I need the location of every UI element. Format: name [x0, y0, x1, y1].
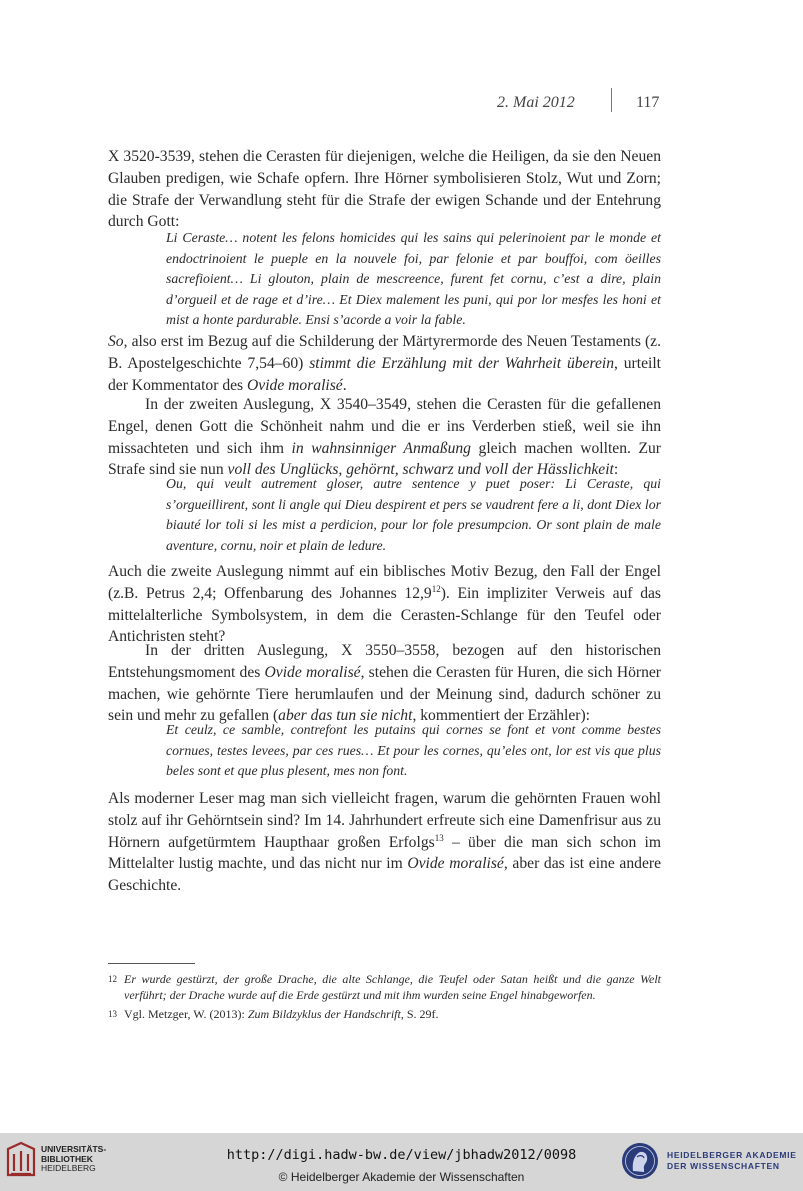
- work-title: Ovide moralisé: [247, 376, 343, 394]
- paragraph-4: [108, 561, 661, 648]
- footnote-text: [124, 1006, 661, 1022]
- footnote-12: [108, 971, 661, 1003]
- emphasis: voll des Unglücks, gehörnt, schwarz und voll der Hässlichkeit: [227, 461, 614, 479]
- emphasis: in wahnsinniger Anmaßung: [291, 439, 471, 457]
- copyright-notice: © Heidelberger Akademie der Wissenschaften: [278, 1170, 525, 1184]
- header-divider: [611, 88, 612, 112]
- text-run: In der dritten Auslegung, X 3550–3558, bezogen auf den historischen Entstehungsmoment des: [108, 642, 661, 681]
- emphasis: stimmt die Erzählung mit der Wahrheit überein: [309, 354, 614, 372]
- work-title: Ovide moralisé: [407, 855, 504, 873]
- academy-label: [667, 1150, 797, 1171]
- footnote-number: 12: [108, 974, 117, 984]
- page-number: 117: [636, 94, 660, 111]
- text-run: , aber das ist eine andere Geschichte.: [108, 855, 661, 895]
- text-run: , also erst im Bezug auf die Schilderung der Märtyrermorde des Neuen Testaments (z. B. Apostelgeschichte 7,54–60): [108, 333, 661, 372]
- paragraph-5: [108, 640, 661, 727]
- permalink-url[interactable]: http://digi.hadw-bw.de/view/jbhadw2012/0098: [226, 1147, 577, 1163]
- text-run: Auch die zweite Auslegung nimmt auf ein biblisches Motiv Bezug, den Fall der Engel (z.B. Petrus 2,4; Offenbarung des Johannes 12,9: [108, 563, 661, 602]
- text-run: , stehen die Cerasten für Huren, die sich Hörner machen, wie gehörnte Tiere herumlaufen und der Meinung sind, dadurch schöner zu sein und mehr zu gefallen (: [108, 663, 661, 725]
- footnote-text: Er wurde gestürzt, der große Drache, die alte Schlange, die Teufel oder Satan heißt und die ganze Welt verführt; der Drache wurde auf die Erde gestürzt und mit ihm wurden seine Engel hinabgeworfen.: [124, 972, 661, 1002]
- emphasis: aber das tun sie nicht: [278, 707, 413, 725]
- text-run: , urteilt der Kommentator des: [108, 354, 661, 394]
- paragraph-1: X 3520-3539, stehen die Cerasten für diejenigen, welche die Heiligen, da sie den Neuen Glauben predigen, wie Schafe opfern. Ihre Hörner symbolisieren Stolz, Wut und Zorn; die Strafe der Verwandlung steht für die Strafe der ewigen Schande und der Entehrung durch Gott:: [108, 148, 661, 231]
- viewer-footer: [0, 1133, 803, 1191]
- footnote-13: [108, 1006, 661, 1022]
- text-run: :: [613, 461, 619, 479]
- footnote-divider: [108, 963, 195, 964]
- ub-line-2: BIBLIOTHEK: [41, 1153, 93, 1164]
- quote-3: Et ceulz, ce samble, contrefont les putains qui cornes se font et vont comme bestes cornues, testes levees, par ces rues… Et pour les cornes, qu’eles ont, lor est vis que plus beles sont et que plus plesent, mes non font.: [166, 722, 661, 779]
- ub-line-1: UNIVERSITÄTS-: [41, 1144, 107, 1154]
- academy-line-1: HEIDELBERGER AKADEMIE: [667, 1150, 797, 1160]
- ub-line-3: HEIDELBERG: [41, 1163, 96, 1173]
- footnote-ref-12[interactable]: 12: [431, 583, 441, 594]
- paragraph-2: [108, 331, 661, 396]
- quote-1: Li Ceraste… notent les felons homicides qui les sains qui pelerinoient par le monde et endoctrinoient le pueple en la nouvele foi, par felonie et par bouffoi, com öeilles sacrefioient… Li glouton, plain de mescreence, furent fet cornu, c’est a dire, plain d’orgueil et de rage et d’ire… Et Diex malement les puni, qui por lor mesfes les honi et mist a honte pardurable. Ensi s’acorde a voir la fable.: [166, 230, 661, 328]
- text-run: Vgl. Metzger, W. (2013):: [124, 1007, 248, 1021]
- text-run: , S. 29f.: [400, 1007, 439, 1021]
- paragraph-6: [108, 788, 661, 897]
- text-run: gleich machen wollten. Zur Strafe sind sie nun: [108, 439, 661, 479]
- work-title: Ovide moralisé: [264, 663, 361, 681]
- academy-line-2: DER WISSENSCHAFTEN: [667, 1160, 780, 1171]
- text-run: .: [342, 376, 347, 394]
- running-header-date: 2. Mai 2012: [497, 94, 575, 111]
- footnote-ref-13[interactable]: 13: [434, 832, 444, 843]
- paragraph-3: [108, 394, 661, 481]
- work-title: Zum Bildzyklus der Handschrift: [247, 1007, 401, 1021]
- text-run: ). Ein impliziter Verweis auf das mittelalterliche Symbolsystem, in dem die Cerasten-Schlange für den Teufel oder Antichristen steht?: [108, 584, 662, 646]
- academy-seal-icon[interactable]: [620, 1141, 660, 1181]
- footnote-number: 13: [108, 1009, 117, 1019]
- text-run: Als moderner Leser mag man sich vielleicht fragen, warum die gehörnten Frauen wohl stolz auf ihr Gehörntsein sind? Im 14. Jahrhundert erfreute sich eine Damenfrisur aus zu Hörnern aufgetürmtem Haupthaar großen Erfolgs: [108, 790, 661, 851]
- text-run: – über die man sich schon im Mittelalter lustig machte, und das nicht nur im: [108, 833, 661, 873]
- text-run: , kommentiert der Erzähler):: [412, 707, 590, 725]
- quote-2: Ou, qui veult autrement gloser, autre sentence y puet poser: Li Ceraste, qui s’orgueillirent, sont li angle qui Dieu despirent et pers se vaudrent fere a li, dont Diex lor biauté lor toli si les mist a perdicion, pour lor fole presumpcion. Or sont plain de male aventure, cornu, noir et plain de ledure.: [166, 476, 661, 553]
- text-run: In der zweiten Auslegung, X 3540–3549, stehen die Cerasten für die gefallenen Engel, denen Gott die Schönheit nahm und die er ins Verderben stieß, weil sie ihn missachteten und sich ihm: [108, 396, 661, 457]
- emphasis: So: [108, 333, 124, 350]
